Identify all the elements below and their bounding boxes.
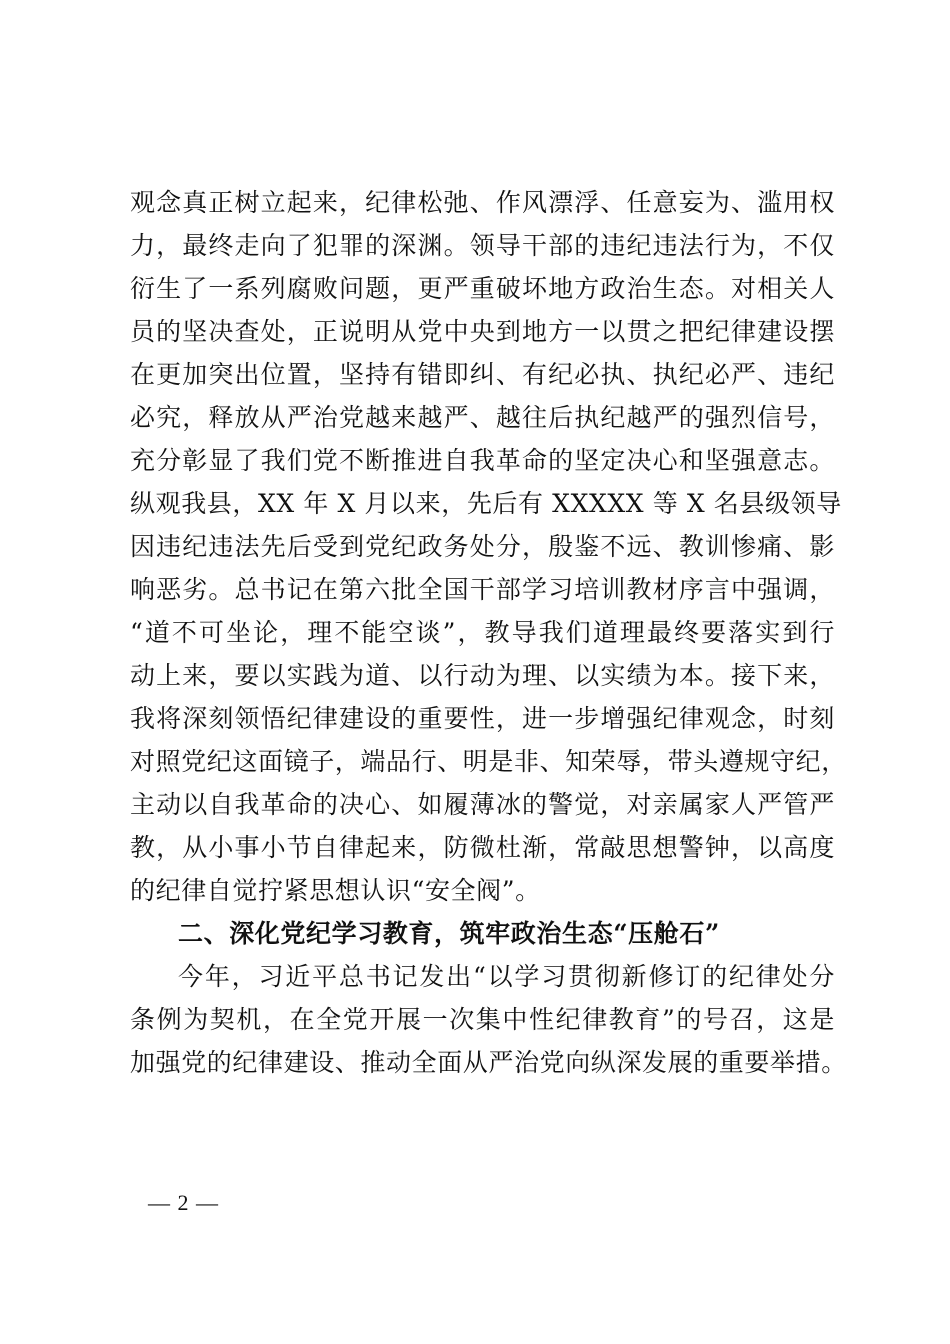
text-line: 今年，习近平总书记发出“以学习贯彻新修订的纪律处分: [178, 962, 835, 991]
section-heading: 二、深化党纪学习教育，筑牢政治生态“压舱石”: [178, 919, 720, 948]
text-line: 必究，释放从严治党越来越严、越往后执纪越严的强烈信号，: [130, 403, 835, 432]
document-body: [130, 181, 847, 1084]
text-line: 员的坚决查处，正说明从党中央到地方一以贯之把纪律建设摆: [130, 317, 835, 346]
text-line: “道不可坐论，理不能空谈”，教导我们道理最终要落实到行: [130, 618, 835, 647]
text-line: 在更加突出位置，坚持有错即纠、有纪必执、执纪必严、违纪: [130, 360, 835, 389]
paragraph: [130, 181, 847, 912]
text-line: 动上来，要以实践为道、以行动为理、以实绩为本。接下来，: [130, 661, 835, 690]
page-number: — 2 —: [148, 1190, 219, 1215]
text-line: 主动以自我革命的决心、如履薄冰的警觉，对亲属家人严管严: [130, 790, 835, 819]
text-line: 衍生了一系列腐败问题，更严重破坏地方政治生态。对相关人: [130, 274, 835, 303]
text-line: 教，从小事小节自律起来，防微杜渐，常敲思想警钟，以高度: [130, 833, 835, 862]
text-line: 纵观我县，XX 年 X 月以来，先后有 XXXXX 等 X 名县级领导: [130, 489, 842, 518]
text-line: 对照党纪这面镜子，端品行、明是非、知荣辱，带头遵规守纪，: [130, 747, 847, 776]
text-line: 条例为契机，在全党开展一次集中性纪律教育”的号召，这是: [130, 1005, 835, 1034]
paragraph: [130, 955, 847, 1084]
text-line: 力，最终走向了犯罪的深渊。领导干部的违纪违法行为，不仅: [130, 231, 835, 260]
text-line: 我将深刻领悟纪律建设的重要性，进一步增强纪律观念，时刻: [130, 704, 835, 733]
text-line: 加强党的纪律建设、推动全面从严治党向纵深发展的重要举措。: [130, 1048, 847, 1077]
text-line: 响恶劣。总书记在第六批全国干部学习培训教材序言中强调，: [130, 575, 835, 604]
text-line: 观念真正树立起来，纪律松弛、作风漂浮、任意妄为、滥用权: [130, 188, 835, 217]
text-line: 因违纪违法先后受到党纪政务处分，殷鉴不远、教训惨痛、影: [130, 532, 835, 561]
text-line: 的纪律自觉拧紧思想认识“安全阀”。: [130, 876, 541, 905]
text-line: 充分彰显了我们党不断推进自我革命的坚定决心和坚强意志。: [130, 446, 835, 475]
